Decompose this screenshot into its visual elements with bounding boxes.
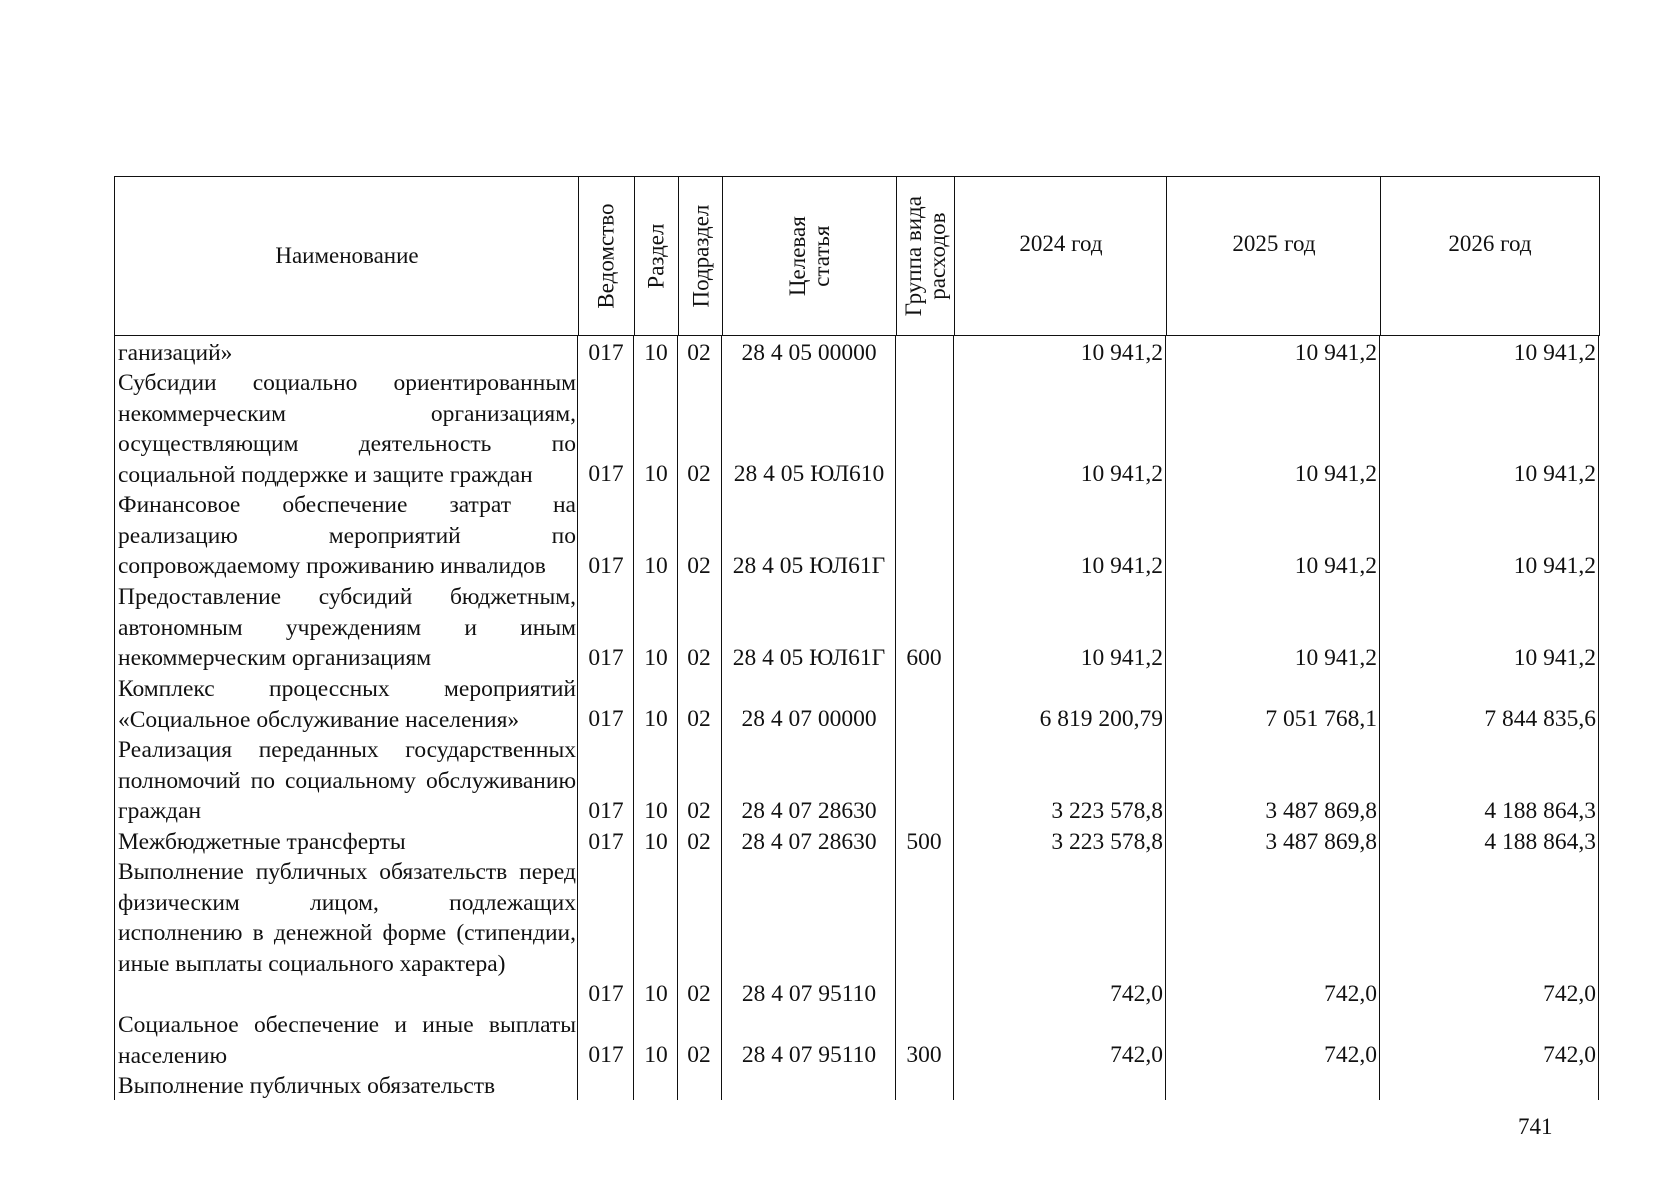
row-2025: 3 487 869,8 [1265, 798, 1377, 824]
row-2024: 742,0 [1110, 981, 1163, 1007]
row-razdel: 10 [644, 461, 668, 487]
row-razdel: 10 [644, 1042, 668, 1068]
header-divider [678, 177, 679, 335]
row-celevaya: 28 4 07 95110 [741, 1042, 877, 1068]
row-gruppa: 600 [906, 645, 942, 671]
header-2026-label: 2026 год [1448, 231, 1532, 256]
row-podrazdel: 02 [687, 706, 711, 732]
header-divider [896, 177, 897, 335]
row-2026: 4 188 864,3 [1484, 829, 1596, 855]
row-2024: 10 941,2 [1080, 645, 1163, 671]
header-celevaya-label [786, 216, 834, 296]
header-name-label: Наименование [275, 243, 419, 268]
row-2024: 3 223 578,8 [1051, 798, 1163, 824]
row-2024: 10 941,2 [1080, 553, 1163, 579]
row-podrazdel: 02 [687, 981, 711, 1007]
row-2026: 10 941,2 [1513, 645, 1596, 671]
header-celevaya-line1: Целевая [784, 216, 810, 296]
row-podrazdel: 02 [687, 553, 711, 579]
header-divider [1380, 177, 1381, 335]
row-razdel: 10 [644, 553, 668, 579]
row-2026: 4 188 864,3 [1484, 798, 1596, 824]
header-celevaya-line2: статья [808, 225, 834, 287]
header-divider [634, 177, 635, 335]
header-divider [722, 177, 723, 335]
row-celevaya: 28 4 05 ЮЛ610 [733, 461, 885, 487]
row-gruppa: 300 [906, 1042, 942, 1068]
row-name: ганизаций» [118, 340, 233, 366]
row-podrazdel: 02 [687, 645, 711, 671]
table-row [114, 1010, 1600, 1071]
row-2025: 742,0 [1324, 981, 1377, 1007]
row-2024: 10 941,2 [1080, 340, 1163, 366]
row-name: Социальное обеспечение и иные выплаты населению [118, 1012, 576, 1069]
row-2024: 742,0 [1110, 1042, 1163, 1068]
header-name [115, 177, 579, 335]
row-razdel: 10 [644, 798, 668, 824]
header-celevaya [723, 177, 897, 335]
row-2025: 742,0 [1324, 1042, 1377, 1068]
row-2026: 10 941,2 [1513, 553, 1596, 579]
row-2026: 10 941,2 [1513, 340, 1596, 366]
table-row [114, 857, 1600, 1010]
row-celevaya: 28 4 05 ЮЛ61Г [732, 645, 886, 671]
row-name: Межбюджетные трансферты [118, 829, 406, 855]
row-vedomstvo: 017 [588, 981, 624, 1007]
row-2025: 10 941,2 [1294, 461, 1377, 487]
row-vedomstvo: 017 [588, 340, 624, 366]
header-2025-label: 2025 год [1232, 231, 1316, 256]
header-divider [578, 177, 579, 335]
row-2025: 10 941,2 [1294, 553, 1377, 579]
row-gruppa: 500 [906, 829, 942, 855]
row-celevaya: 28 4 07 28630 [741, 829, 877, 855]
budget-table [114, 176, 1600, 1100]
row-2024: 6 819 200,79 [1039, 706, 1163, 732]
row-2026: 10 941,2 [1513, 461, 1596, 487]
row-celevaya: 28 4 05 00000 [741, 340, 877, 366]
row-vedomstvo: 017 [588, 706, 624, 732]
header-gruppa-line2: расходов [925, 212, 951, 300]
row-podrazdel: 02 [687, 829, 711, 855]
table-row [114, 827, 1600, 857]
header-divider [1166, 177, 1167, 335]
row-celevaya: 28 4 07 28630 [741, 798, 877, 824]
row-2025: 10 941,2 [1294, 645, 1377, 671]
header-vedomstvo-label: Ведомство [593, 203, 619, 309]
row-2026: 742,0 [1543, 981, 1596, 1007]
row-celevaya: 28 4 07 00000 [741, 706, 877, 732]
row-vedomstvo: 017 [588, 645, 624, 671]
row-razdel: 10 [644, 829, 668, 855]
row-vedomstvo: 017 [588, 798, 624, 824]
header-2026 [1381, 165, 1599, 323]
header-podrazdel-label: Подраздел [687, 204, 713, 308]
row-2025: 3 487 869,8 [1265, 829, 1377, 855]
row-vedomstvo: 017 [588, 553, 624, 579]
table-row [114, 582, 1600, 674]
row-podrazdel: 02 [687, 461, 711, 487]
row-razdel: 10 [644, 645, 668, 671]
row-2025: 7 051 768,1 [1265, 706, 1377, 732]
row-name: Реализация переданных государственных полномочий по социальному обслуживанию граждан [118, 737, 576, 824]
header-razdel [635, 177, 679, 335]
header-2024-label: 2024 год [1019, 231, 1103, 256]
table-row [114, 674, 1600, 735]
row-vedomstvo: 017 [588, 461, 624, 487]
header-podrazdel [679, 177, 723, 335]
row-2024: 3 223 578,8 [1051, 829, 1163, 855]
table-header [114, 176, 1600, 336]
header-gruppa-label [902, 196, 950, 316]
row-razdel: 10 [644, 981, 668, 1007]
row-name: Выполнение публичных обязательств [118, 1073, 496, 1099]
table-row [114, 338, 1600, 368]
row-2026: 742,0 [1543, 1042, 1596, 1068]
row-celevaya: 28 4 05 ЮЛ61Г [732, 553, 886, 579]
table-row [114, 368, 1600, 490]
table-row [114, 735, 1600, 827]
row-celevaya: 28 4 07 95110 [741, 981, 877, 1007]
row-name: Комплекс процессных мероприятий «Социальное обслуживание населения» [118, 676, 576, 733]
row-name: Субсидии социально ориентированным некоммерческим организациям, осуществляющим деятельность по социальной поддержке и защите граждан [118, 370, 576, 488]
table-row [114, 1071, 1600, 1101]
row-vedomstvo: 017 [588, 1042, 624, 1068]
header-2025 [1167, 165, 1381, 323]
row-2025: 10 941,2 [1294, 340, 1377, 366]
row-2024: 10 941,2 [1080, 461, 1163, 487]
header-divider [954, 177, 955, 335]
row-razdel: 10 [644, 706, 668, 732]
row-name: Предоставление субсидий бюджетным, автономным учреждениям и иным некоммерческим организациям [118, 584, 576, 671]
header-gruppa-line1: Группа вида [900, 195, 926, 317]
row-podrazdel: 02 [687, 1042, 711, 1068]
row-name: Финансовое обеспечение затрат на реализацию мероприятий по сопровождаемому проживанию инвалидов [118, 492, 576, 579]
row-podrazdel: 02 [687, 798, 711, 824]
row-2026: 7 844 835,6 [1484, 706, 1596, 732]
header-vedomstvo [579, 177, 635, 335]
page-number: 741 [1518, 1114, 1553, 1139]
table-row [114, 490, 1600, 582]
header-gruppa [897, 177, 955, 335]
row-razdel: 10 [644, 340, 668, 366]
header-razdel-label: Раздел [643, 223, 669, 289]
row-name: Выполнение публичных обязательств перед физическим лицом, подлежащих исполнению в денежной форме (стипендии, иные выплаты социального характера) [118, 859, 576, 977]
row-podrazdel: 02 [687, 340, 711, 366]
row-vedomstvo: 017 [588, 829, 624, 855]
header-2024 [955, 165, 1167, 323]
